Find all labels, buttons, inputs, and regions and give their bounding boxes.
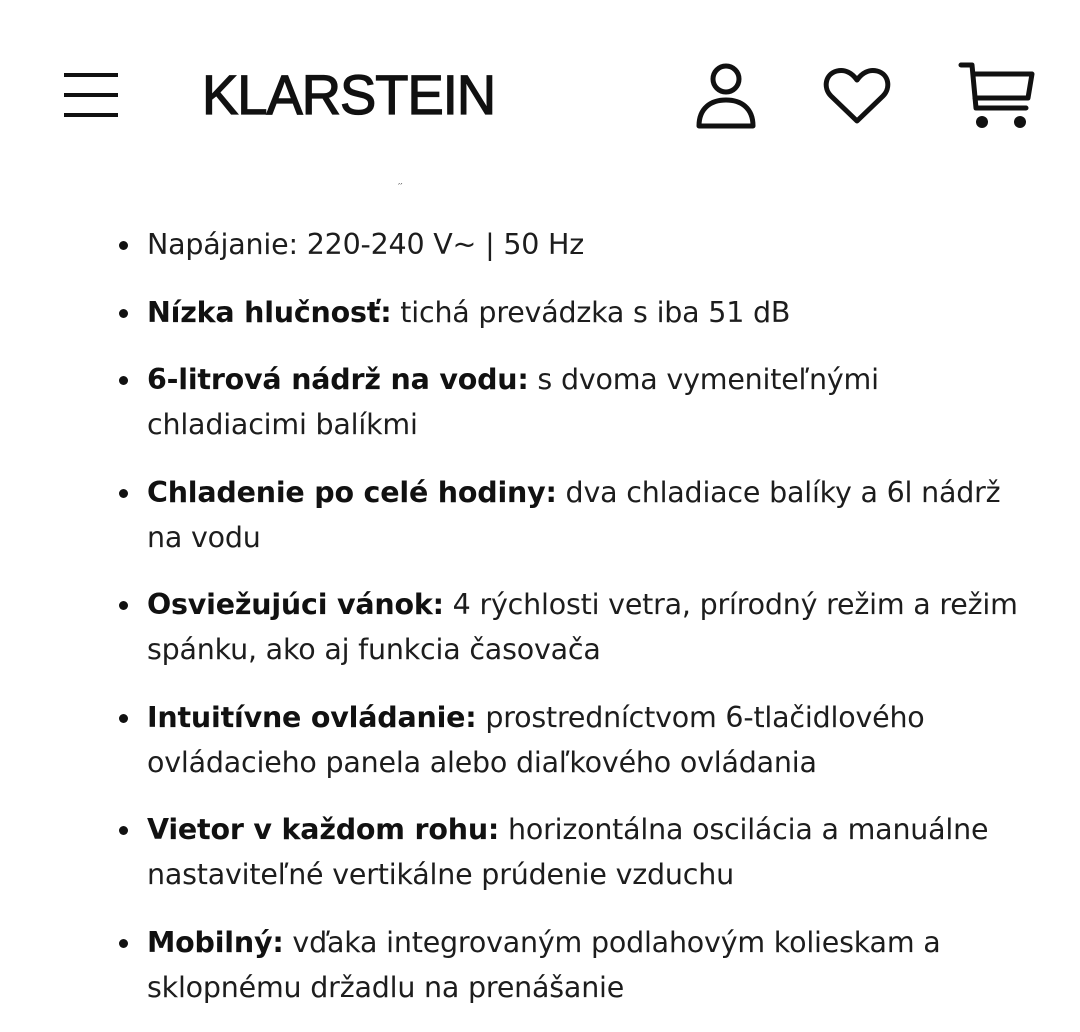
- site-header: [0, 0, 1080, 190]
- feature-item: Osviežujúci vánok: 4 rýchlosti vetra, prírodný režim a režim spánku, ako aj funkcia časovača: [116, 582, 1036, 672]
- decorative-mark: ′′: [398, 182, 403, 193]
- feature-item: Vietor v každom rohu: horizontálna oscilácia a manuálne nastaviteľné vertikálne prúdenie vzduchu: [116, 807, 1036, 897]
- logo[interactable]: KLARSTEIN: [202, 63, 496, 126]
- heart-icon: [823, 66, 891, 126]
- feature-item: Nízka hlučnosť: tichá prevádzka s iba 51 dB: [116, 290, 1036, 335]
- feature-item: 6-litrová nádrž na vodu: s dvoma vymeniteľnými chladiacimi balíkmi: [116, 357, 1036, 447]
- feature-item: Intuitívne ovládanie: prostredníctvom 6-tlačidlového ovládacieho panela alebo diaľkového ovládania: [116, 695, 1036, 785]
- cart-button[interactable]: [958, 60, 1038, 130]
- feature-item: Mobilný: vďaka integrovaným podlahovým kolieskam a sklopnému držadlu na prenášanie: [116, 920, 1036, 1010]
- account-button[interactable]: [695, 62, 757, 130]
- menu-icon-line: [64, 73, 118, 77]
- menu-icon-line: [64, 93, 118, 97]
- wishlist-button[interactable]: [823, 66, 891, 126]
- menu-icon-line: [64, 113, 118, 117]
- cart-icon: [958, 60, 1038, 130]
- feature-item: Napájanie: 220-240 V~ | 50 Hz: [116, 222, 1036, 267]
- feature-item: Chladenie po celé hodiny: dva chladiace balíky a 6l nádrž na vodu: [116, 470, 1036, 560]
- account-icon: [695, 62, 757, 130]
- menu-button[interactable]: [64, 73, 118, 117]
- feature-list: [116, 222, 1036, 1032]
